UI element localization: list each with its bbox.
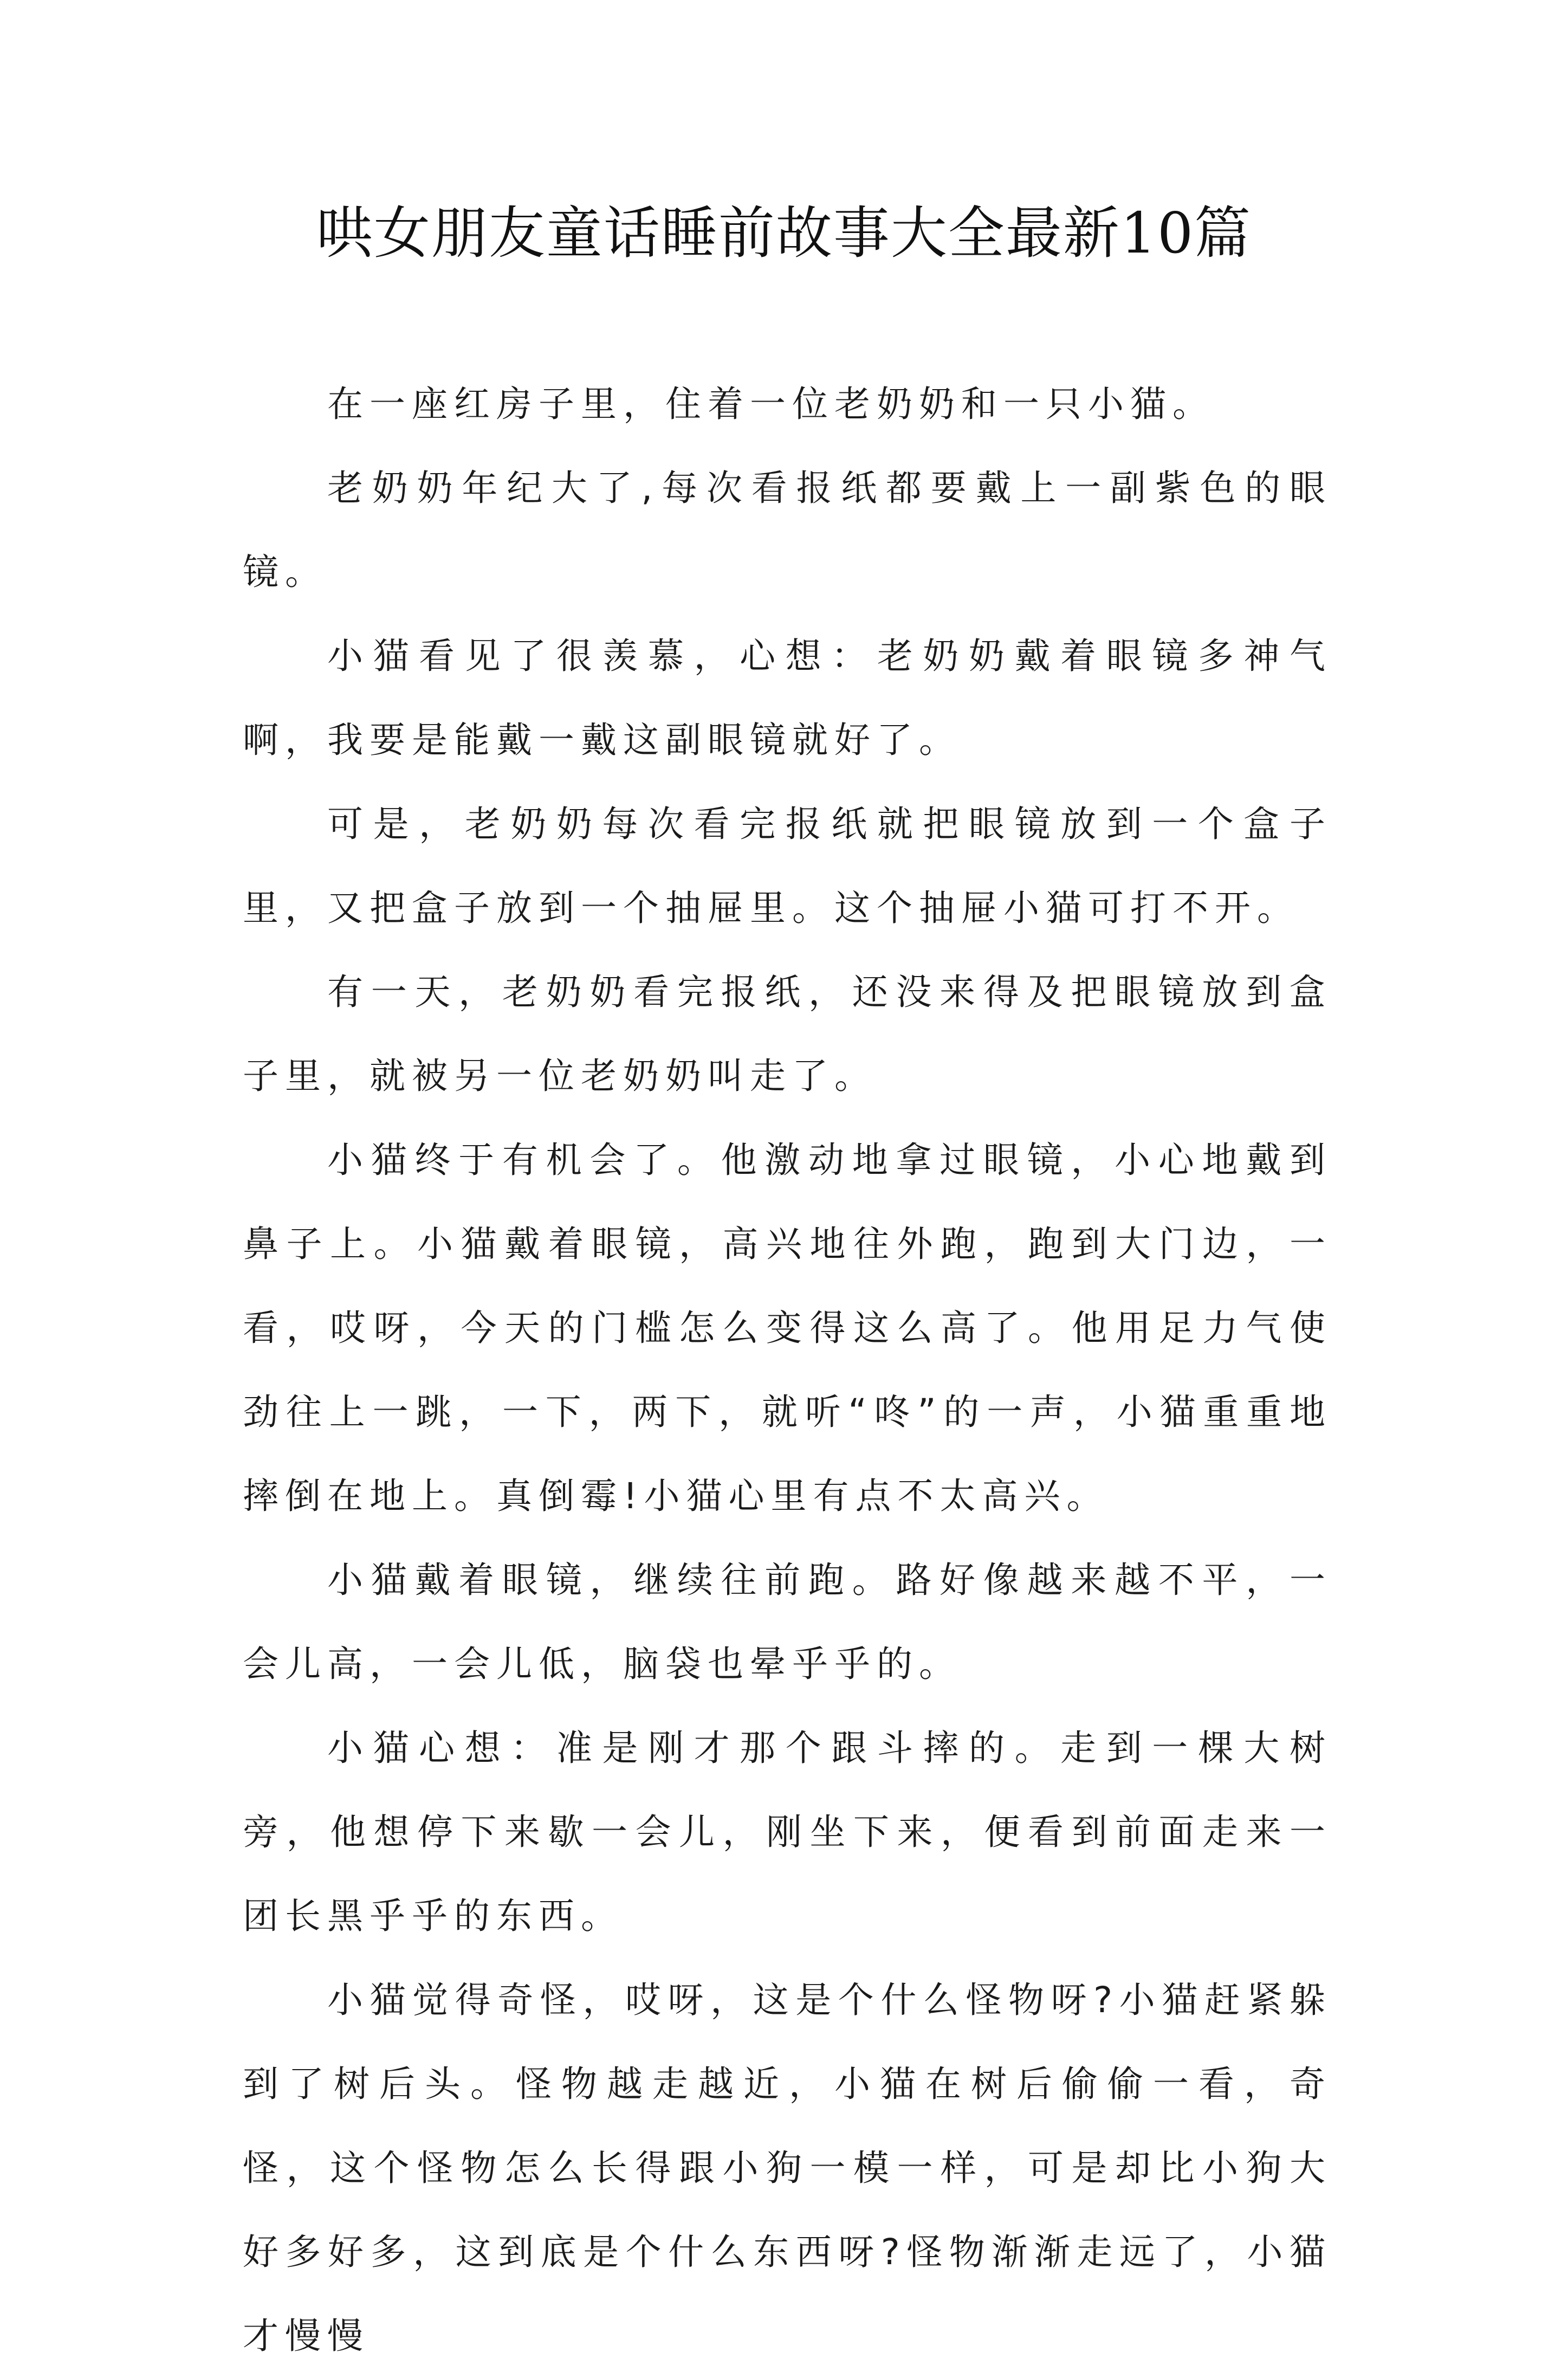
paragraph: 在一座红房子里，住着一位老奶奶和一只小猫。 <box>327 383 1215 425</box>
paragraph: 小猫看见了很羡慕，心想：老奶奶戴着眼镜多神气啊，我要是能戴一戴这副眼镜就好了。 <box>243 635 1332 761</box>
document-body <box>243 362 1332 2378</box>
document-title: 哄女朋友童话睡前故事大全最新10篇 <box>316 200 1252 266</box>
paragraph: 小猫戴着眼镜，继续往前跑。路好像越来越不平，一会儿高，一会儿低，脑袋也晕乎乎的。 <box>243 1559 1332 1685</box>
paragraph: 可是，老奶奶每次看完报纸就把眼镜放到一个盒子里，又把盒子放到一个抽屉里。这个抽屉小猫可打不开。 <box>243 803 1332 929</box>
paragraph: 小猫心想：准是刚才那个跟斗摔的。走到一棵大树旁，他想停下来歇一会儿，刚坐下来，便看到前面走来一团长黑乎乎的东西。 <box>243 1727 1332 1937</box>
paragraph: 小猫终于有机会了。他激动地拿过眼镜，小心地戴到鼻子上。小猫戴着眼镜，高兴地往外跑，跑到大门边，一看，哎呀，今天的门槛怎么变得这么高了。他用足力气使劲往上一跳，一下，两下，就听“咚”的一声，小猫重重地摔倒在地上。真倒霉!小猫心里有点不太高兴。 <box>243 1139 1332 1517</box>
paragraph: 有一天，老奶奶看完报纸，还没来得及把眼镜放到盒子里，就被另一位老奶奶叫走了。 <box>243 971 1332 1097</box>
paragraph: 老奶奶年纪大了,每次看报纸都要戴上一副紫色的眼镜。 <box>243 467 1332 593</box>
paragraph: 小猫觉得奇怪，哎呀，这是个什么怪物呀?小猫赶紧躲到了树后头。怪物越走越近，小猫在树后偷偷一看，奇怪，这个怪物怎么长得跟小狗一模一样，可是却比小狗大好多好多，这到底是个什么东西呀?怪物渐渐走远了，小猫才慢慢 <box>243 1979 1332 2357</box>
